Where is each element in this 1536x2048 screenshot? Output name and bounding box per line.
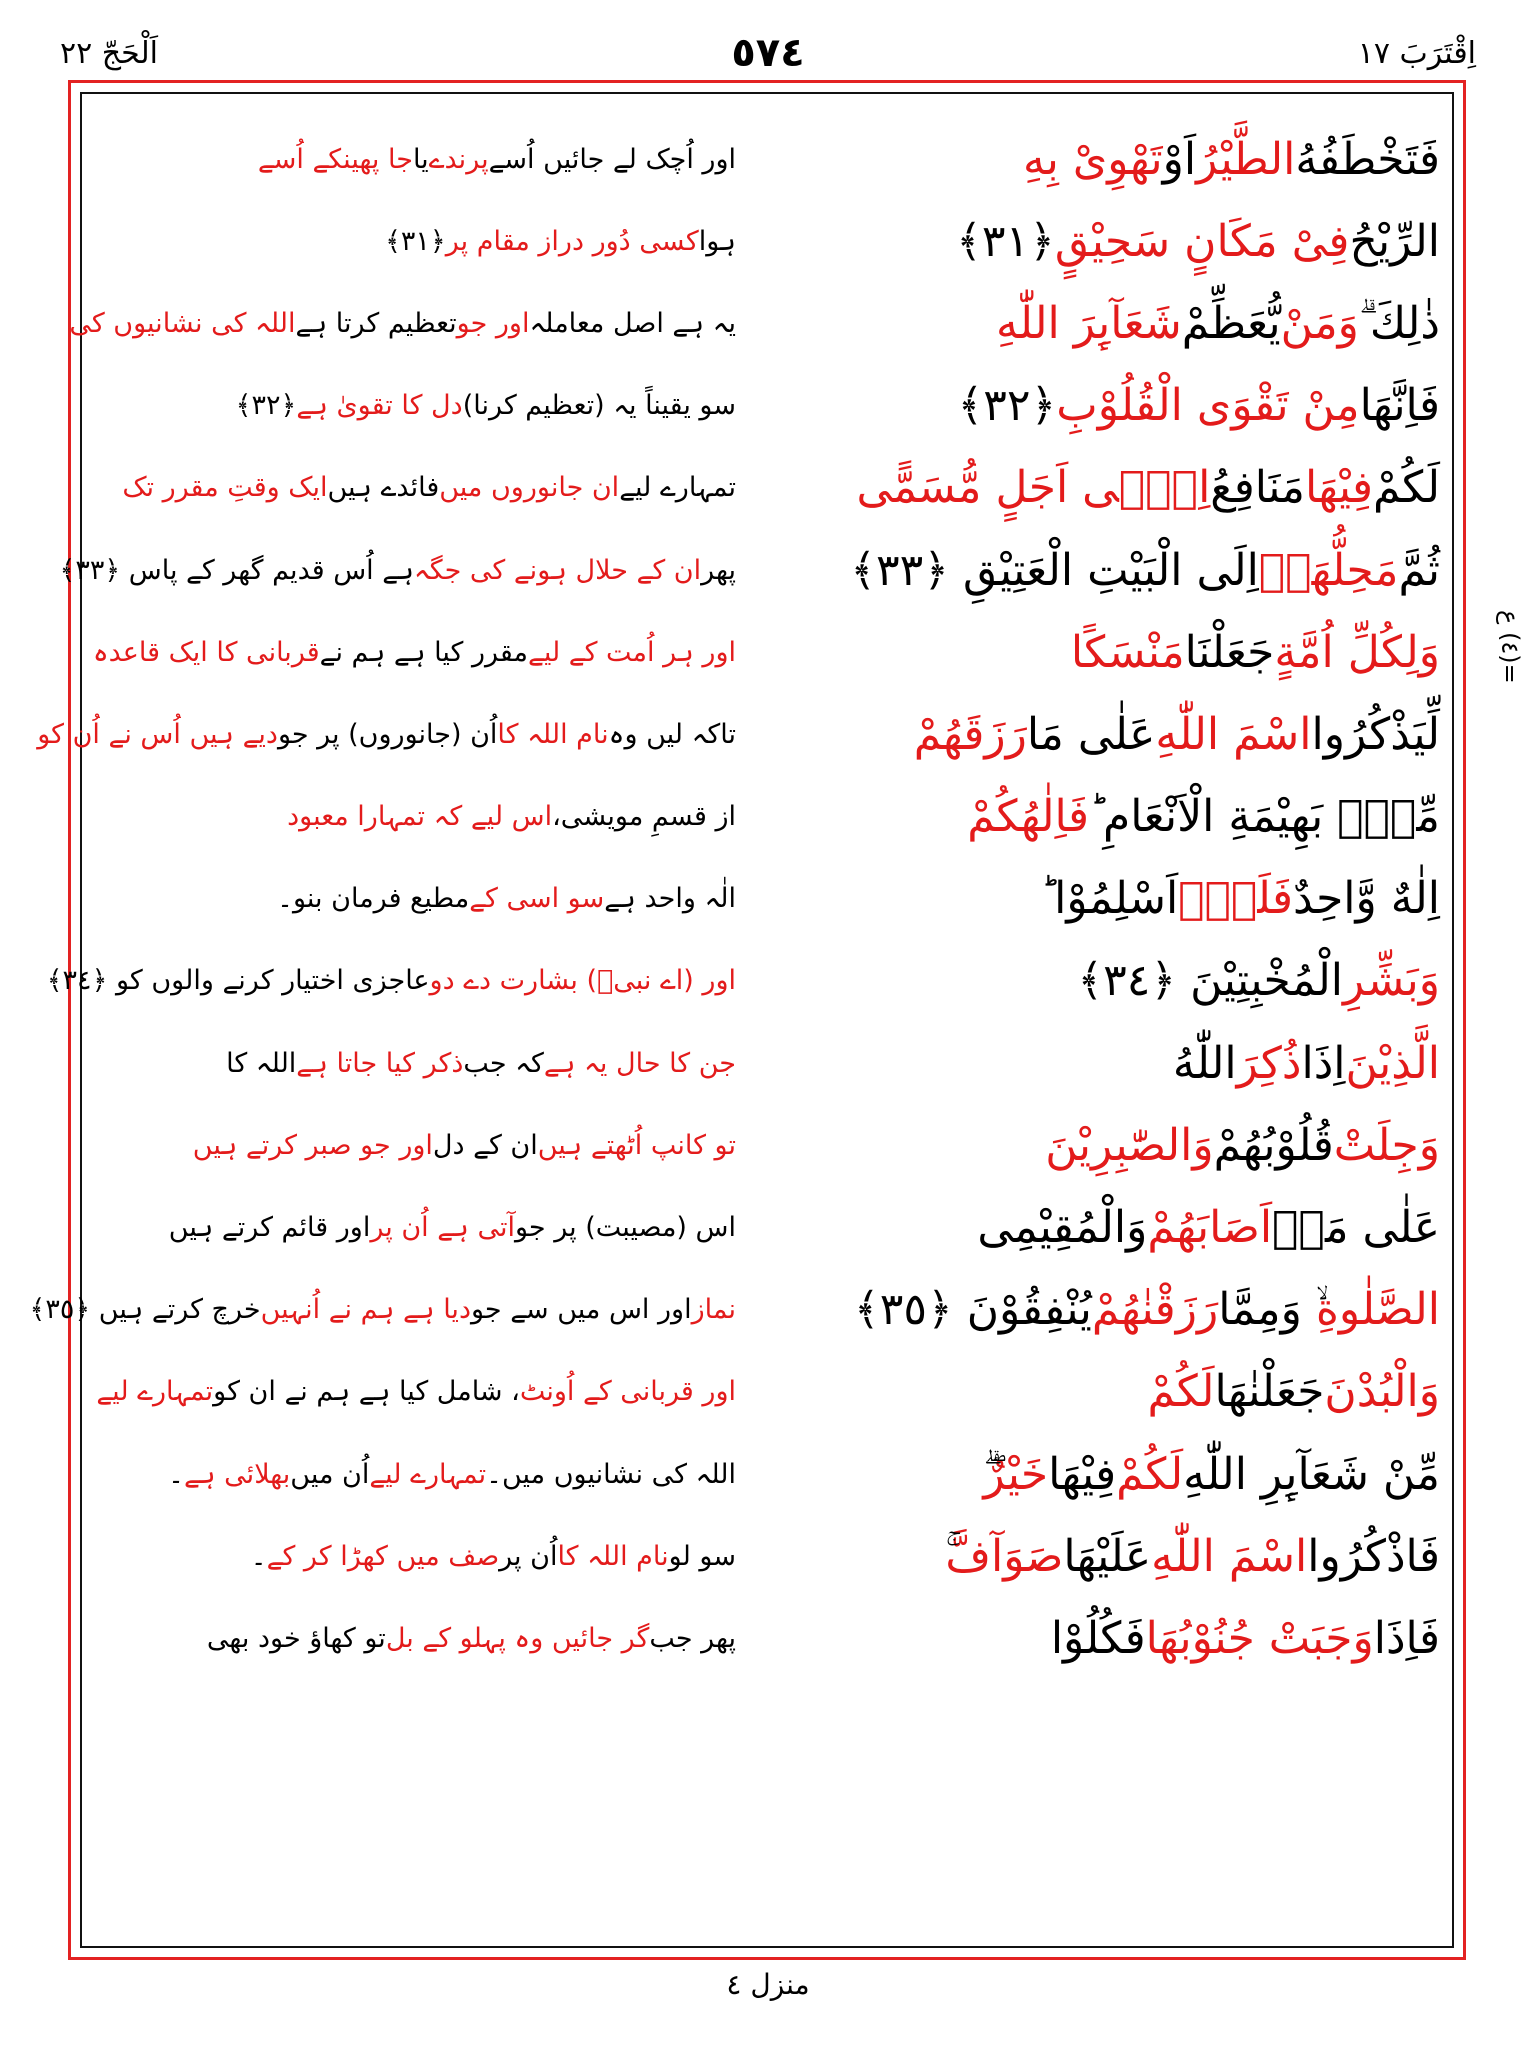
arabic-line-segment: اَوْ	[1162, 133, 1197, 185]
urdu-line-segment: ۔	[250, 1540, 267, 1572]
arabic-line-segment: صَوَآفَّ	[945, 1530, 1064, 1582]
urdu-line-segment: سو لو	[668, 1540, 736, 1572]
urdu-line-segment: اُن (جانوروں) پر جو	[277, 718, 498, 750]
urdu-line	[59, 529, 736, 611]
urdu-translation-column	[29, 118, 736, 1680]
urdu-line-segment: خرچ کرتے ہیں ﴿٣٥﴾	[29, 1294, 261, 1326]
urdu-line-segment: پرندے	[428, 143, 489, 175]
arabic-line-segment: وَجِلَتْ	[1333, 1119, 1440, 1171]
urdu-line-segment: تمہارے لیے	[369, 1458, 487, 1490]
arabic-line	[800, 200, 1440, 282]
urdu-line	[69, 282, 736, 364]
urdu-line-segment: اور قربانی کے اُونٹ	[519, 1376, 736, 1408]
urdu-line-segment: ﴿٣٢﴾	[235, 390, 297, 422]
ruku-marker: =(٤) ع	[1496, 610, 1524, 684]
urdu-line-segment: سو یقیناً یہ (تعظیم کرنا)	[462, 390, 736, 422]
arabic-line-segment: ثُمَّ	[1398, 544, 1440, 596]
arabic-line-segment: الرِّیْحُ	[1349, 215, 1440, 267]
arabic-line-segment: مِّنْۢ بَهِیْمَةِ الْاَنْعَامِ ؕ	[1088, 791, 1440, 843]
urdu-line	[92, 611, 736, 693]
arabic-line	[800, 1104, 1440, 1186]
urdu-line	[96, 1022, 736, 1104]
urdu-line-segment: عاجزی اختیار کرنے والوں کو ﴿٣٤﴾	[46, 965, 430, 997]
arabic-line-segment: رَزَقْنٰهُمْ	[1091, 1284, 1219, 1336]
urdu-line-segment: اور (اے نبیؐ) بشارت دے دو	[429, 965, 736, 997]
urdu-line	[37, 693, 736, 775]
arabic-line-segment: وَلِكُلِّ اُمَّةٍ	[1274, 626, 1440, 678]
arabic-line-segment: الصَّلٰوةِ	[1315, 1284, 1440, 1336]
urdu-line	[96, 447, 736, 529]
arabic-line	[800, 940, 1440, 1022]
arabic-line-segment: مِنْ تَقْوَى الْقُلُوْبِ	[1056, 380, 1360, 432]
arabic-line	[800, 447, 1440, 529]
arabic-line	[800, 1351, 1440, 1433]
urdu-line-segment: تو کھاؤ خود بھی	[206, 1622, 386, 1654]
urdu-line-segment: اور اس میں سے جو	[470, 1294, 692, 1326]
arabic-line-segment: الطَّيْرُ	[1196, 133, 1296, 185]
urdu-line	[96, 858, 736, 940]
arabic-line-segment: الَّذِیْنَ	[1345, 1037, 1440, 1089]
urdu-line-segment: تو کانپ اُٹھتے ہیں	[537, 1129, 736, 1161]
running-title-juz: اِقْتَرَبَ ١٧	[1357, 36, 1476, 71]
arabic-line-segment: فِیْهَا	[1305, 462, 1373, 514]
urdu-line-segment: آتی ہے اُن پر	[370, 1212, 515, 1244]
arabic-line-segment: مَحِلُّهَاۤ	[1258, 544, 1399, 596]
arabic-line-segment: لَكُمْ	[1373, 462, 1440, 514]
urdu-line	[96, 200, 736, 282]
arabic-line-segment: اسْمَ اللّٰهِ	[1151, 1530, 1308, 1582]
arabic-line-segment: ﴿٣١﴾	[956, 215, 1055, 267]
urdu-line-segment: دیا ہے ہم نے اُنہیں	[260, 1294, 471, 1326]
urdu-line-segment: قربانی کا ایک قاعدہ	[92, 636, 320, 668]
arabic-line-segment: اِلَى الْبَیْتِ الْعَتِیْقِ ﴿٣٣﴾	[850, 544, 1259, 596]
arabic-line	[800, 529, 1440, 611]
arabic-line-segment: مَنْسَكًا	[1070, 626, 1185, 678]
arabic-line-segment: عَلٰى مَاۤ	[1272, 1202, 1440, 1254]
arabic-line-segment: وَالْمُقِیْمِی	[977, 1202, 1148, 1254]
arabic-line-segment: ذُكِرَ	[1236, 1037, 1302, 1089]
arabic-line-segment: فِیْهَا	[1048, 1448, 1117, 1500]
urdu-line-segment: ایک وقتِ مقرر تک	[122, 472, 328, 504]
urdu-line-segment: پھر جب	[649, 1622, 736, 1654]
arabic-line-segment: ذٰلِكَ ۗ	[1358, 297, 1440, 349]
urdu-line	[96, 118, 736, 200]
urdu-line-segment: اور اُچک لے جائیں اُسے	[488, 143, 736, 175]
arabic-line-segment: لَكُمْ	[1147, 1366, 1215, 1418]
urdu-line-segment: کہ جب	[463, 1047, 544, 1079]
arabic-line	[800, 1515, 1440, 1597]
arabic-line-segment: رَزَقَهُمْ	[913, 708, 1027, 760]
arabic-line-segment: مِّنْ شَعَآىِٕرِ اللّٰهِ	[1183, 1448, 1440, 1500]
arabic-line-segment: ۙ وَمِمَّا	[1218, 1284, 1316, 1336]
arabic-line	[800, 776, 1440, 858]
urdu-line-segment: اس (مصیبت) پر جو	[514, 1212, 736, 1244]
urdu-line-segment: نام اللہ کا	[497, 718, 609, 750]
arabic-line	[800, 1022, 1440, 1104]
urdu-line	[96, 1351, 736, 1433]
urdu-line-segment: تعظیم کرتا ہے	[295, 307, 457, 339]
arabic-line-segment: فَتَخْطَفُهُ	[1295, 133, 1440, 185]
urdu-line-segment: ﴿٣١﴾	[385, 225, 446, 257]
arabic-line-segment: جَعَلْنَا	[1184, 626, 1275, 678]
urdu-line-segment: اُن پر	[499, 1540, 558, 1572]
urdu-line-segment: گر جائیں وہ پہلو کے بل	[385, 1622, 650, 1654]
arabic-line-segment: اَسْلِمُوْا ؕ	[1040, 873, 1179, 925]
urdu-line-segment: اور جو	[456, 307, 530, 339]
arabic-line-segment: یُّعَظِّمْ	[1181, 297, 1281, 349]
arabic-line-segment: لِّیَذْكُرُوا	[1311, 708, 1440, 760]
arabic-line-segment: وَمَنْ	[1280, 297, 1359, 349]
arabic-line	[800, 1433, 1440, 1515]
arabic-line-segment: شَعَآىِٕرَ اللّٰهِ	[995, 297, 1182, 349]
urdu-line-segment: ۔	[168, 1458, 184, 1490]
arabic-line	[800, 1597, 1440, 1679]
arabic-line-segment: الْمُخْبِتِیْنَ ﴿٣٤﴾	[1077, 955, 1343, 1007]
urdu-line-segment: نام اللہ کا	[557, 1540, 669, 1572]
urdu-line-segment: سو اسی کے	[469, 883, 605, 915]
urdu-line-segment: جا پھینکے اُسے	[257, 143, 413, 175]
urdu-line-segment: کسی دُور دراز مقام پر	[445, 225, 699, 257]
urdu-line-segment: تمہارے لیے	[619, 472, 736, 504]
arabic-line-segment: فَلَهٗۤ	[1178, 873, 1294, 925]
page-number: ٥٧٤	[731, 30, 805, 76]
urdu-line-segment: یہ ہے اصل معاملہ	[529, 307, 736, 339]
arabic-line-segment: فِیْ مَكَانٍ سَحِیْقٍ	[1054, 215, 1350, 267]
arabic-line-segment: اِلٰۤى اَجَلٍ مُّسَمًّى	[856, 462, 1211, 514]
urdu-line	[96, 1186, 736, 1268]
urdu-line-segment: مطیع فرمان بنو۔	[277, 883, 470, 915]
urdu-line	[46, 940, 736, 1022]
urdu-line	[96, 365, 736, 447]
arabic-line-segment: عَلٰى مَا	[1026, 708, 1156, 760]
arabic-line-segment: وَالْبُدْنَ	[1324, 1366, 1440, 1418]
arabic-text-column	[800, 118, 1440, 1680]
urdu-line	[96, 1104, 736, 1186]
urdu-line-segment: صف میں کھڑا کر کے	[266, 1540, 500, 1572]
arabic-line-segment: اَصَابَهُمْ	[1147, 1202, 1273, 1254]
urdu-line-segment: ان کے دل	[432, 1129, 538, 1161]
arabic-line-segment: جَعَلْنٰهَا	[1214, 1366, 1325, 1418]
urdu-line-segment: اور جو صبر کرتے ہیں	[192, 1129, 433, 1161]
urdu-line-segment: ان کے حلال ہونے کی جگہ	[413, 554, 702, 586]
arabic-line	[800, 282, 1440, 364]
urdu-line-segment: دیے ہیں اُس نے اُن کو	[37, 718, 278, 750]
arabic-line-segment: اِلٰهٌ وَّاحِدٌ	[1293, 873, 1440, 925]
arabic-line-segment: اِذَا	[1301, 1037, 1346, 1089]
arabic-line-segment: تَهْوِیْ بِهِ	[1023, 133, 1163, 185]
arabic-line	[800, 1269, 1440, 1351]
urdu-line	[96, 1433, 736, 1515]
arabic-line	[800, 118, 1440, 200]
urdu-line-segment: ہے اُس قدیم گھر کے پاس ﴿٣٣﴾	[59, 554, 414, 586]
urdu-line-segment: از قسمِ مویشی،	[552, 801, 736, 833]
arabic-line-segment: وَجَبَتْ جُنُوْبُهَا	[1145, 1612, 1374, 1664]
urdu-line-segment: اور ہر اُمت کے لیے	[528, 636, 736, 668]
urdu-line-segment: اللہ کی نشانیوں کی	[69, 307, 296, 339]
urdu-line	[29, 1269, 736, 1351]
arabic-line	[800, 365, 1440, 447]
arabic-line-segment: خَیْرٌ	[983, 1448, 1049, 1500]
arabic-line-segment: فَاِلٰهُكُمْ	[967, 791, 1089, 843]
arabic-line-segment: لَكُمْ	[1116, 1448, 1184, 1500]
urdu-line-segment: اُن میں	[290, 1458, 370, 1490]
urdu-line-segment: پھر	[701, 554, 736, 586]
urdu-line-segment: مقرر کیا ہے ہم نے	[319, 636, 529, 668]
arabic-line	[800, 611, 1440, 693]
urdu-line-segment: اللہ کا	[226, 1047, 297, 1079]
urdu-line	[96, 1597, 736, 1679]
arabic-line-segment: فَاِذَا	[1373, 1612, 1440, 1664]
urdu-line	[96, 776, 736, 858]
arabic-line-segment: قُلُوْبُهُمْ	[1213, 1119, 1334, 1171]
arabic-line-segment: وَبَشِّرِ	[1342, 955, 1440, 1007]
urdu-line-segment: دل کا تقویٰ ہے	[296, 390, 463, 422]
urdu-line-segment: جن کا حال یہ ہے	[543, 1047, 736, 1079]
urdu-line-segment: الٰہ واحد ہے	[604, 883, 736, 915]
urdu-line-segment: تاکہ لیں وہ	[608, 718, 736, 750]
urdu-line-segment: تمہارے لیے	[96, 1376, 214, 1408]
arabic-line-segment: وَالصّٰبِرِیْنَ	[1045, 1119, 1214, 1171]
arabic-line-segment: فَاذْكُرُوا	[1307, 1530, 1440, 1582]
arabic-line-segment: اسْمَ اللّٰهِ	[1155, 708, 1312, 760]
arabic-line-segment: عَلَیْهَا	[1063, 1530, 1152, 1582]
urdu-line-segment: اللہ کی نشانیوں میں۔	[486, 1458, 736, 1490]
urdu-line-segment: یا	[412, 143, 429, 175]
urdu-line-segment: ، شامل کیا ہے ہم نے ان کو	[213, 1376, 520, 1408]
urdu-line-segment: بھلائی ہے	[183, 1458, 291, 1490]
arabic-line-segment: اللّٰهُ	[1172, 1037, 1237, 1089]
arabic-line-segment: یُنْفِقُوْنَ ﴿٣٥﴾	[853, 1284, 1092, 1336]
arabic-line-segment: مَنَافِعُ	[1210, 462, 1305, 514]
arabic-line	[800, 858, 1440, 940]
arabic-line	[800, 1186, 1440, 1268]
urdu-line-segment: نماز	[691, 1294, 736, 1326]
urdu-line-segment: اس لیے کہ تمہارا معبود	[287, 801, 553, 833]
arabic-line	[800, 693, 1440, 775]
urdu-line-segment: اور قائم کرتے ہیں	[168, 1212, 371, 1244]
arabic-line-segment: فَاِنَّهَا	[1359, 380, 1440, 432]
urdu-line-segment: ان جانوروں میں	[439, 472, 620, 504]
urdu-line	[96, 1515, 736, 1597]
arabic-line-segment: فَكُلُوْا	[1050, 1612, 1146, 1664]
urdu-line-segment: ذکر کیا جاتا ہے	[296, 1047, 464, 1079]
manzil-footer: منزل ٤	[726, 1968, 810, 2001]
running-title-surah: اَلْحَجّ ٢٢	[60, 36, 158, 71]
urdu-line-segment: ہوا	[698, 225, 736, 257]
arabic-line-segment: ﴿٣٢﴾	[957, 380, 1057, 432]
urdu-line-segment: فائدے ہیں	[327, 472, 440, 504]
